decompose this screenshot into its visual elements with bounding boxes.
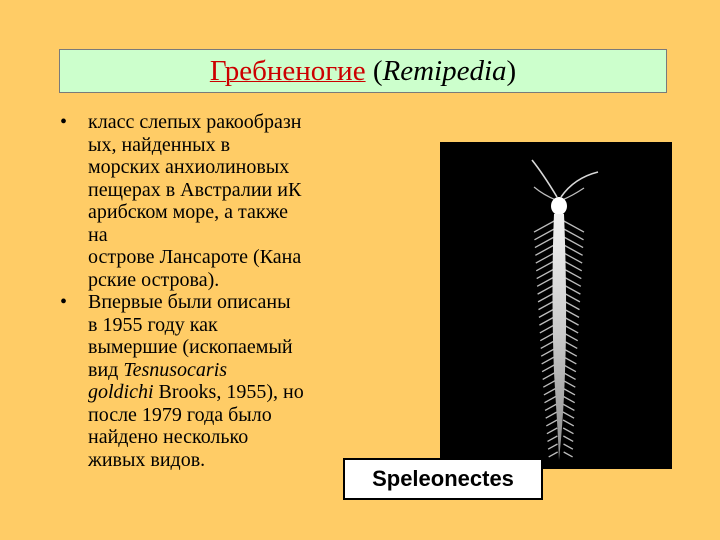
leg-left [546, 412, 557, 418]
text-line: после 1979 года было [88, 403, 272, 426]
text-line: вымершие (ископаемый [88, 336, 293, 358]
text-fragment: Brooks, 1955), но [153, 381, 304, 403]
remipede-photo [440, 142, 672, 469]
title-latin: Remipedia [382, 54, 507, 87]
antenna-left [532, 160, 557, 197]
title-russian-link[interactable]: Гребненогие [209, 54, 366, 87]
bullet-item-2 [60, 291, 360, 471]
title-close-paren: ) [506, 54, 517, 87]
species-name-epithet: goldichi [88, 381, 154, 403]
body-trunk [553, 214, 567, 460]
text-line: морских анхиолиновых [88, 156, 290, 178]
text-line: в 1955 году как [88, 313, 218, 336]
leg-right [563, 396, 575, 403]
leg-right [564, 452, 573, 457]
bullet-marker: • [60, 291, 68, 313]
leg-left [544, 388, 557, 395]
text-line: пещерах в Австралии иК [88, 178, 302, 201]
bullet-item-1 [60, 111, 360, 291]
leg-right [564, 444, 573, 449]
leg-left [546, 420, 557, 426]
remipede-illustration [440, 142, 672, 469]
bullet-list [60, 111, 360, 471]
bullet-marker: • [60, 111, 68, 133]
species-name-genus: Tesnusocaris [123, 358, 228, 381]
text-line: на [88, 223, 108, 246]
slide-title [59, 49, 667, 93]
leg-right [563, 436, 573, 441]
leg-right [562, 388, 575, 395]
text-line: класс слепых ракообразн [88, 111, 302, 133]
text-line: арибском море, а также [88, 201, 289, 223]
leg-left [543, 380, 556, 387]
text-line [88, 381, 360, 404]
text-line: ых, найденных в [88, 133, 231, 156]
species-caption: Speleonectes [343, 458, 543, 500]
leg-left [545, 396, 557, 403]
leg-right [563, 412, 574, 418]
bullet-text-1 [88, 111, 360, 291]
title-open-paren: ( [372, 54, 383, 87]
text-line: живых видов. [88, 448, 206, 471]
text-line: рские острова). [88, 268, 220, 291]
head [551, 197, 567, 215]
text-line: Впервые были описаны [88, 291, 291, 313]
leg-left [548, 436, 558, 441]
leg-right [563, 420, 574, 426]
text-line: острове Лансароте (Кана [88, 246, 302, 268]
bullet-text-2 [88, 291, 360, 471]
text-line: найдено несколько [88, 426, 249, 448]
leg-left [545, 404, 557, 410]
antenna-right [561, 172, 598, 197]
leg-right [563, 404, 575, 410]
leg-right [563, 428, 573, 434]
leg-left [548, 444, 557, 449]
text-line [88, 359, 360, 382]
leg-left [549, 452, 558, 457]
leg-left [547, 428, 557, 434]
text-fragment: вид [88, 358, 124, 381]
